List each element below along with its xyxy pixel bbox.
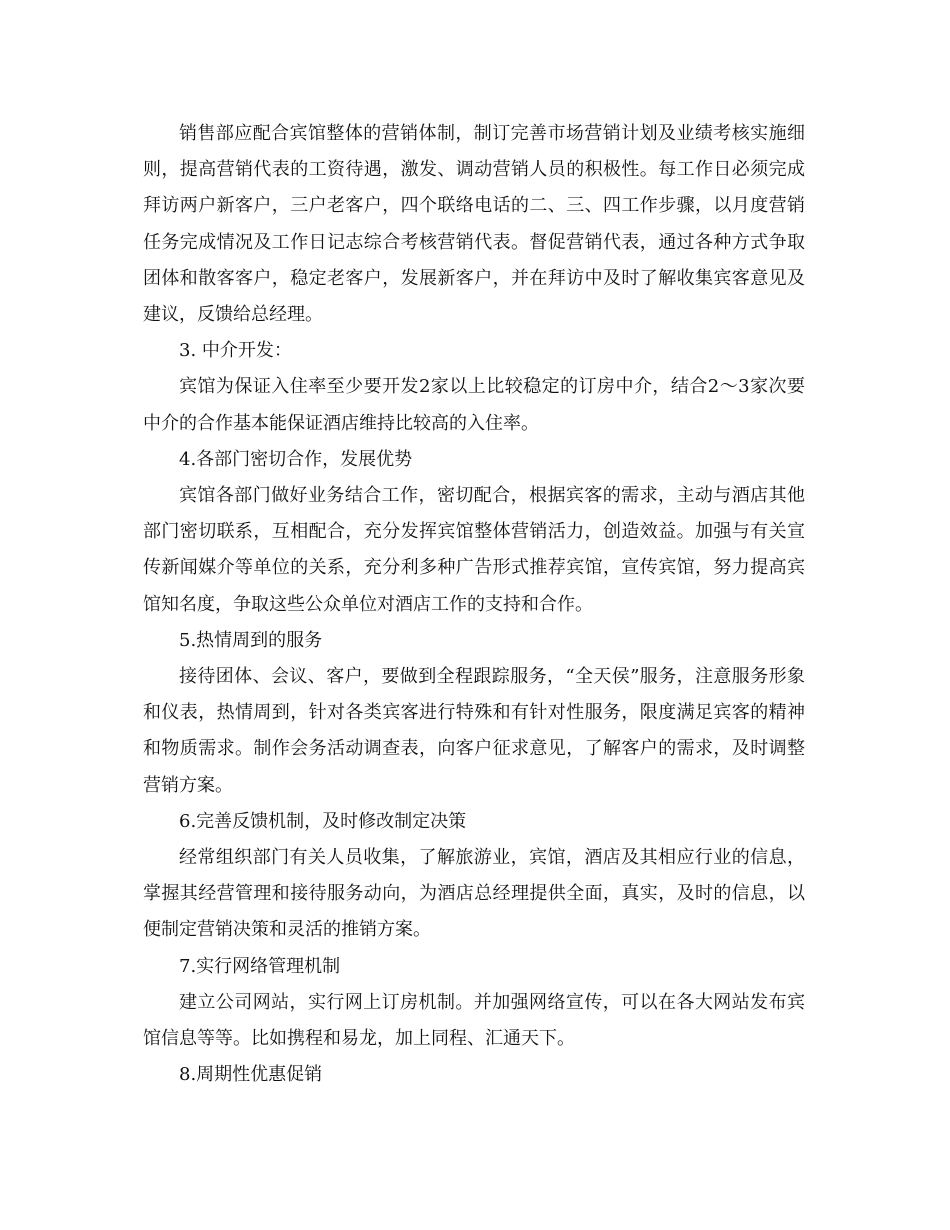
heading-periodic-promotion: 8.周期性优惠促销 — [179, 1064, 323, 1086]
heading-warm-service: 5.热情周到的服务 — [179, 629, 323, 651]
heading-agency-development: 3. 中介开发： — [179, 340, 292, 362]
heading-network-management: 7.实行网络管理机制 — [179, 955, 341, 977]
heading-department-cooperation: 4.各部门密切合作，发展优势 — [179, 448, 413, 470]
paragraph-department-cooperation: 宾馆各部门做好业务结合工作，密切配合，根据宾客的需求，主动与酒店其他部门密切联系，互相配合，充分发挥宾馆整体营销活力，创造效益。加强与有关宣传新闻媒介等单位的关系，充分利多种广告形式推荐宾馆，宣传宾馆，努力提高宾馆知名度，争取这些公众单位对酒店工作的支持和合作。 — [143, 485, 805, 615]
paragraph-agency-development: 宾馆为保证入住率至少要开发2家以上比较稳定的订房中介，结合2～3家次要中介的合作基本能保证酒店维持比较高的入住率。 — [143, 376, 805, 434]
paragraph-sales-department: 销售部应配合宾馆整体的营销体制，制订完善市场营销计划及业绩考核实施细则，提高营销代表的工资待遇，激发、调动营销人员的积极性。每工作日必须完成拜访两户新客户，三户老客户，四个联络电话的二、三、四工作步骤，以月度营销任务完成情况及工作日记志综合考核营销代表。督促营销代表，通过各种方式争取团体和散客客户，稳定老客户，发展新客户，并在拜访中及时了解收集宾客意见及建议，反馈给总经理。 — [143, 123, 805, 326]
document-page — [143, 116, 805, 1093]
paragraph-feedback-mechanism: 经常组织部门有关人员收集，了解旅游业，宾馆，酒店及其相应行业的信息，掌握其经营管理和接待服务动向，为酒店总经理提供全面，真实，及时的信息，以便制定营销决策和灵活的推销方案。 — [143, 847, 805, 941]
paragraph-warm-service: 接待团体、会议、客户，要做到全程跟踪服务，“全天侯”服务，注意服务形象和仪表，热情周到，针对各类宾客进行特殊和有针对性服务，限度满足宾客的精神和物质需求。制作会务活动调查表，向客户征求意见，了解客户的需求，及时调整营销方案。 — [143, 666, 805, 796]
heading-feedback-mechanism: 6.完善反馈机制，及时修改制定决策 — [179, 810, 467, 832]
paragraph-network-management: 建立公司网站，实行网上订房机制。并加强网络宣传，可以在各大网站发布宾馆信息等等。比如携程和易龙，加上同程、汇通天下。 — [143, 991, 805, 1050]
